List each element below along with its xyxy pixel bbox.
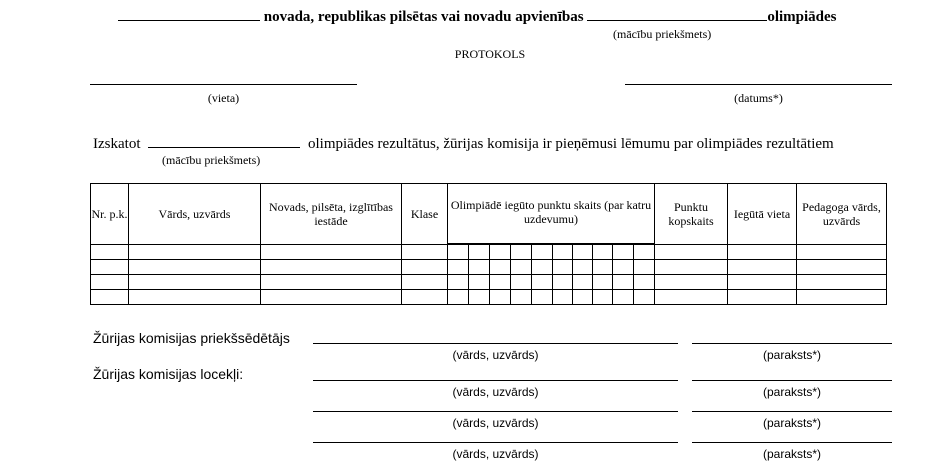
table-cell[interactable] bbox=[532, 275, 553, 290]
table-cell[interactable] bbox=[593, 245, 613, 260]
table-cell[interactable] bbox=[655, 290, 728, 305]
table-cell[interactable] bbox=[634, 275, 655, 290]
table-row bbox=[91, 290, 887, 305]
header-teacher: Pedagoga vārds, uzvārds bbox=[797, 184, 887, 245]
table-cell[interactable] bbox=[469, 245, 490, 260]
table-body bbox=[91, 245, 887, 305]
table-cell[interactable] bbox=[553, 290, 573, 305]
header-name: Vārds, uzvārds bbox=[129, 184, 261, 245]
table-cell[interactable] bbox=[634, 290, 655, 305]
table-cell[interactable] bbox=[553, 275, 573, 290]
table-cell[interactable] bbox=[129, 260, 261, 275]
table-cell[interactable] bbox=[553, 245, 573, 260]
table-cell[interactable] bbox=[91, 260, 129, 275]
table-cell[interactable] bbox=[469, 260, 490, 275]
table-cell[interactable] bbox=[402, 275, 448, 290]
table-cell[interactable] bbox=[490, 260, 511, 275]
table-cell[interactable] bbox=[91, 245, 129, 260]
date-line[interactable] bbox=[625, 84, 892, 85]
member-signature-line[interactable] bbox=[692, 380, 892, 381]
header-region: Novads, pilsēta, izglītības iestāde bbox=[261, 184, 402, 245]
table-cell[interactable] bbox=[797, 245, 887, 260]
table-cell[interactable] bbox=[634, 245, 655, 260]
header-grade: Klase bbox=[402, 184, 448, 245]
table-cell[interactable] bbox=[593, 290, 613, 305]
table-cell[interactable] bbox=[728, 260, 797, 275]
table-cell[interactable] bbox=[402, 260, 448, 275]
intro-sentence bbox=[93, 135, 834, 153]
table-cell[interactable] bbox=[511, 245, 532, 260]
chair-signature-line[interactable] bbox=[692, 343, 892, 344]
intro-subject-caption: (mācību priekšmets) bbox=[162, 153, 261, 167]
member-signature-line[interactable] bbox=[692, 411, 892, 412]
form-title-line bbox=[118, 8, 837, 26]
table-cell[interactable] bbox=[613, 245, 634, 260]
table-cell[interactable] bbox=[91, 275, 129, 290]
table-cell[interactable] bbox=[511, 260, 532, 275]
region-blank[interactable] bbox=[118, 8, 260, 21]
table-cell[interactable] bbox=[532, 245, 553, 260]
place-caption: (vieta) bbox=[207, 91, 240, 105]
table-cell[interactable] bbox=[655, 245, 728, 260]
intro-subject-blank[interactable] bbox=[148, 135, 300, 148]
place-line[interactable] bbox=[90, 84, 357, 85]
title-middle: novada, republikas pilsētas vai novadu apvienības bbox=[263, 9, 584, 25]
results-table bbox=[90, 183, 887, 305]
member-signature-line[interactable] bbox=[692, 442, 892, 443]
subject-caption: (mācību priekšmets) bbox=[613, 27, 712, 41]
table-cell[interactable] bbox=[797, 290, 887, 305]
table-cell[interactable] bbox=[469, 290, 490, 305]
table-cell[interactable] bbox=[553, 260, 573, 275]
table-cell[interactable] bbox=[261, 290, 402, 305]
table-cell[interactable] bbox=[532, 260, 553, 275]
chair-name-line[interactable] bbox=[313, 343, 678, 344]
date-caption: (datums*) bbox=[734, 91, 783, 105]
member-name-line[interactable] bbox=[313, 442, 678, 443]
table-row bbox=[91, 260, 887, 275]
table-cell[interactable] bbox=[261, 245, 402, 260]
table-cell[interactable] bbox=[448, 290, 469, 305]
member-signature-caption: (paraksts*) bbox=[762, 447, 821, 461]
table-cell[interactable] bbox=[129, 245, 261, 260]
member-signature-caption: (paraksts*) bbox=[762, 385, 821, 399]
header-points: Olimpiādē iegūto punktu skaits (par katru uzdevumu) bbox=[448, 184, 655, 244]
chair-name-caption: (vārds, uzvārds) bbox=[452, 348, 539, 362]
table-cell[interactable] bbox=[613, 275, 634, 290]
doc-title: PROTOKOLS bbox=[454, 47, 526, 61]
table-row bbox=[91, 245, 887, 260]
table-cell[interactable] bbox=[511, 290, 532, 305]
header-place: Iegūtā vieta bbox=[728, 184, 797, 245]
members-label: Žūrijas komisijas locekļi: bbox=[93, 366, 244, 382]
table-cell[interactable] bbox=[402, 290, 448, 305]
table-cell[interactable] bbox=[261, 260, 402, 275]
chair-label: Žūrijas komisijas priekšsēdētājs bbox=[93, 330, 290, 346]
table-cell[interactable] bbox=[573, 290, 593, 305]
table-cell[interactable] bbox=[573, 245, 593, 260]
table-cell[interactable] bbox=[490, 245, 511, 260]
member-name-caption: (vārds, uzvārds) bbox=[452, 385, 539, 399]
table-cell[interactable] bbox=[448, 245, 469, 260]
table-cell[interactable] bbox=[797, 260, 887, 275]
table-cell[interactable] bbox=[448, 260, 469, 275]
table-cell[interactable] bbox=[490, 290, 511, 305]
table-cell[interactable] bbox=[728, 245, 797, 260]
table-cell[interactable] bbox=[593, 275, 613, 290]
member-name-line[interactable] bbox=[313, 380, 678, 381]
member-name-caption: (vārds, uzvārds) bbox=[452, 447, 539, 461]
table-cell[interactable] bbox=[129, 290, 261, 305]
table-cell[interactable] bbox=[613, 260, 634, 275]
header-total: Punktu kopskaits bbox=[655, 184, 728, 245]
table-cell[interactable] bbox=[261, 275, 402, 290]
chair-signature-caption: (paraksts*) bbox=[762, 348, 821, 362]
table-cell[interactable] bbox=[728, 275, 797, 290]
subject-blank[interactable] bbox=[587, 8, 767, 21]
member-signature-caption: (paraksts*) bbox=[762, 416, 821, 430]
intro-prefix: Izskatot bbox=[93, 136, 141, 152]
table-header-row bbox=[91, 184, 887, 244]
member-name-caption: (vārds, uzvārds) bbox=[452, 416, 539, 430]
table-cell[interactable] bbox=[532, 290, 553, 305]
table-row bbox=[91, 275, 887, 290]
table-cell[interactable] bbox=[129, 275, 261, 290]
table-cell[interactable] bbox=[573, 260, 593, 275]
table-cell[interactable] bbox=[448, 275, 469, 290]
table-cell[interactable] bbox=[573, 275, 593, 290]
title-end: olimpiādes bbox=[767, 9, 837, 25]
table-cell[interactable] bbox=[490, 275, 511, 290]
table-cell[interactable] bbox=[797, 275, 887, 290]
table-cell[interactable] bbox=[593, 260, 613, 275]
table-cell[interactable] bbox=[655, 260, 728, 275]
table-cell[interactable] bbox=[613, 290, 634, 305]
table-cell[interactable] bbox=[728, 290, 797, 305]
intro-suffix: olimpiādes rezultātus, žūrijas komisija ir pieņēmusi lēmumu par olimpiādes rezultātiem bbox=[307, 136, 834, 152]
header-nr: Nr. p.k. bbox=[91, 184, 129, 245]
member-name-line[interactable] bbox=[313, 411, 678, 412]
table-cell[interactable] bbox=[402, 245, 448, 260]
table-cell[interactable] bbox=[511, 275, 532, 290]
table-cell[interactable] bbox=[91, 290, 129, 305]
table-cell[interactable] bbox=[634, 260, 655, 275]
table-cell[interactable] bbox=[655, 275, 728, 290]
table-cell[interactable] bbox=[469, 275, 490, 290]
